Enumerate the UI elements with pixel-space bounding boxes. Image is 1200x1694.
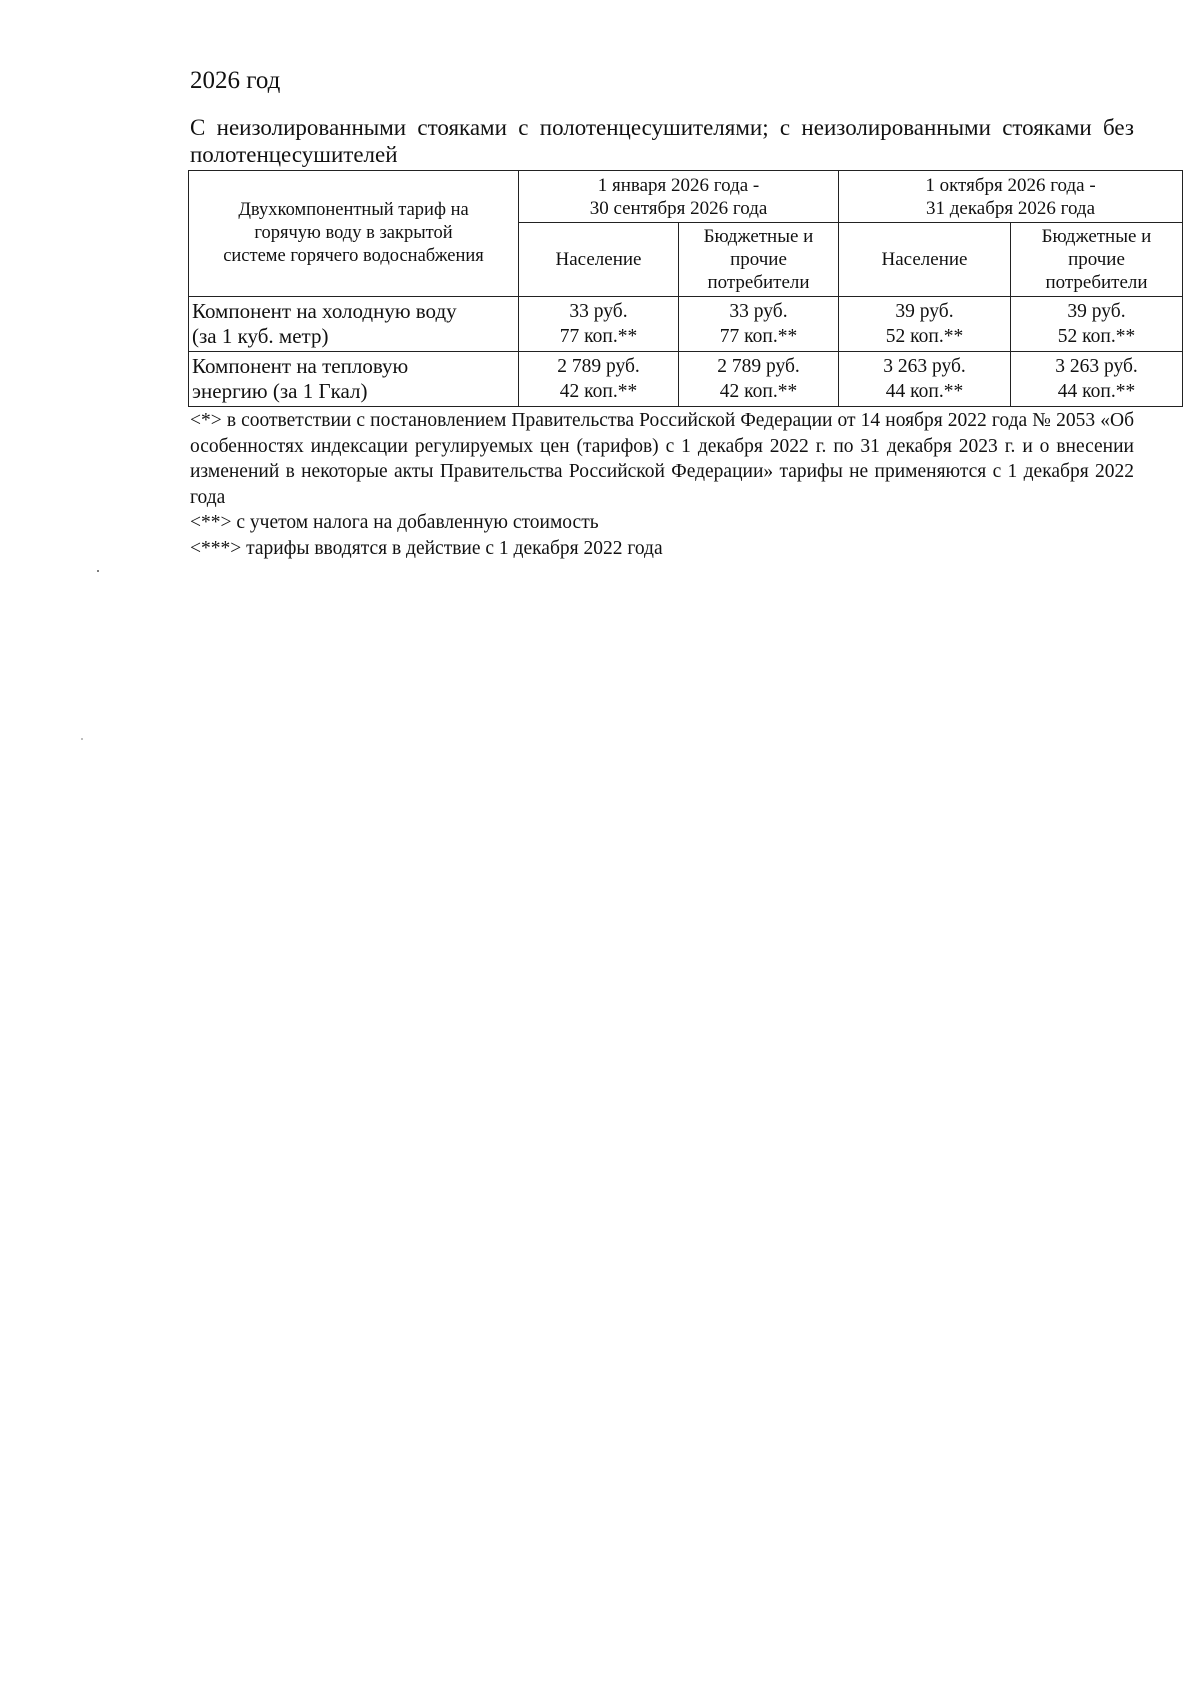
period-header-1: 1 января 2026 года - 30 сентября 2026 года (519, 171, 839, 223)
value-cell: 2 789 руб. 42 коп.** (519, 352, 679, 407)
subheader-budget-2: Бюджетные и прочие потребители (1011, 223, 1183, 297)
value-cell: 33 руб. 77 коп.** (519, 297, 679, 352)
row-label-heat-energy: Компонент на тепловую энергию (за 1 Гкал) (189, 352, 519, 407)
subheader-population-1: Население (519, 223, 679, 297)
scan-speck (81, 738, 83, 740)
table-header-row-periods (189, 171, 1183, 223)
section-subtitle: С неизолированными стояками с полотенцесушителями; с неизолированными стояками без полотенцесушителей (190, 115, 1134, 167)
value-cell: 39 руб. 52 коп.** (839, 297, 1011, 352)
footnotes (190, 408, 1134, 561)
value-cell: 3 263 руб. 44 коп.** (1011, 352, 1183, 407)
row-label-cold-water: Компонент на холодную воду (за 1 куб. метр) (189, 297, 519, 352)
table-row-heat-energy (189, 352, 1183, 407)
table-corner-header: Двухкомпонентный тариф на горячую воду в закрытой системе горячего водоснабжения (189, 171, 519, 297)
scan-speck (97, 570, 99, 572)
value-cell: 3 263 руб. 44 коп.** (839, 352, 1011, 407)
table-row-cold-water (189, 297, 1183, 352)
value-cell: 33 руб. 77 коп.** (679, 297, 839, 352)
value-cell: 39 руб. 52 коп.** (1011, 297, 1183, 352)
subheader-population-2: Население (839, 223, 1011, 297)
value-cell: 2 789 руб. 42 коп.** (679, 352, 839, 407)
year-heading: 2026 год (190, 67, 281, 94)
tariff-table (188, 170, 1183, 407)
footnote-1: <*> в соответствии с постановлением Правительства Российской Федерации от 14 ноября 2022 года № 2053 «Об особенностях индексации регулируемых цен (тарифов) с 1 декабря 2022 г. по 31 декабря 2023 г. и о внесении изменений в некоторые акты Правительства Российской Федерации» тарифы не применяются с 1 декабря 2022 года (190, 410, 1134, 508)
footnote-2: <**> с учетом налога на добавленную стоимость (190, 512, 599, 533)
period-header-2: 1 октября 2026 года - 31 декабря 2026 года (839, 171, 1183, 223)
subheader-budget-1: Бюджетные и прочие потребители (679, 223, 839, 297)
footnote-3: <***> тарифы вводятся в действие с 1 декабря 2022 года (190, 537, 663, 559)
